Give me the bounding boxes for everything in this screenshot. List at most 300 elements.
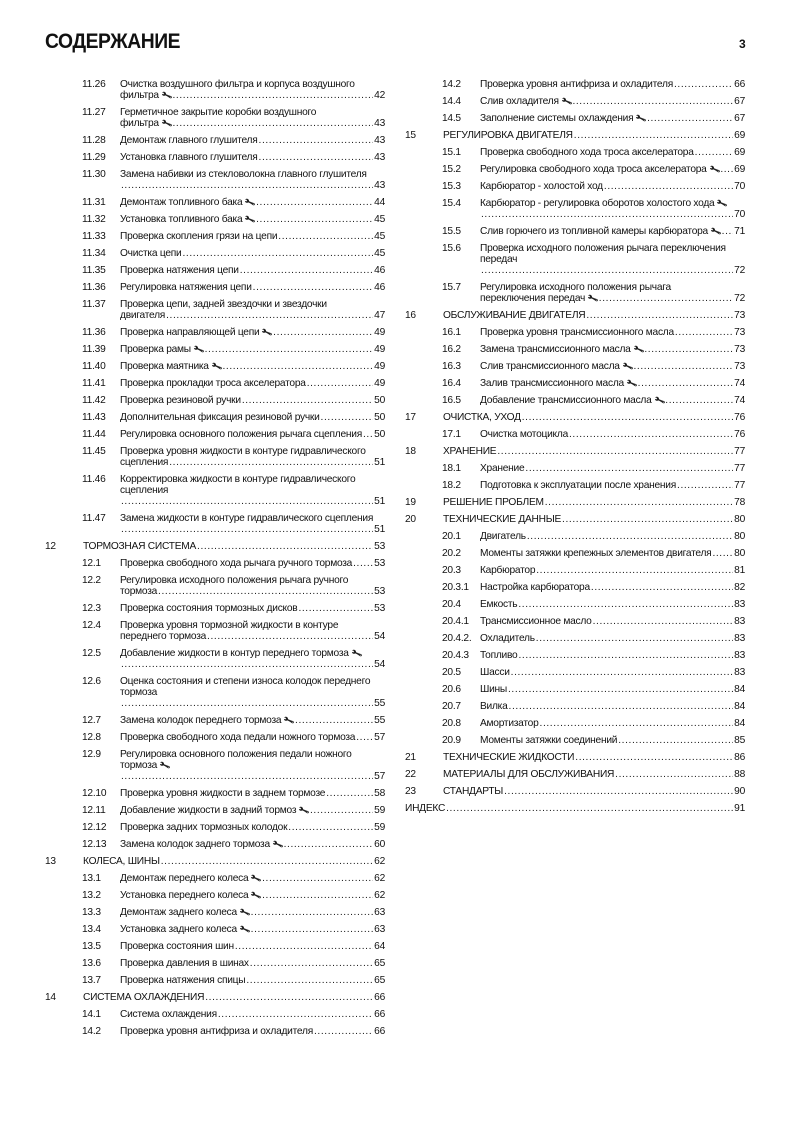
toc-entry-page: 66 (734, 79, 745, 90)
toc-entry-number: 11.33 (82, 231, 106, 242)
toc-entry[interactable] (405, 531, 745, 542)
wrench-icon: 🔧 (586, 292, 600, 305)
toc-entry[interactable] (405, 130, 745, 141)
toc-entry[interactable] (45, 788, 385, 799)
toc-entry-body (443, 446, 745, 457)
toc-entry-number: 13.7 (82, 975, 101, 986)
toc-entry-body (83, 856, 385, 867)
toc-entry-page: 85 (734, 735, 745, 746)
toc-entry[interactable] (45, 152, 385, 163)
toc-entry[interactable] (45, 975, 385, 986)
toc-entry-number: 11.43 (82, 412, 106, 423)
leader-dots (205, 992, 373, 1003)
toc-entry-number: 20.8 (442, 718, 461, 729)
leader-dots (253, 282, 374, 293)
leader-dots (599, 293, 733, 304)
toc-entry-title: Очистка цепи (120, 248, 182, 259)
toc-entry-line (480, 718, 745, 729)
toc-entry-title: Слив охладителя (480, 96, 559, 107)
toc-entry-page: 71 (734, 226, 745, 237)
toc-entry-body (120, 214, 385, 225)
toc-entry[interactable] (405, 181, 745, 192)
toc-entry[interactable] (405, 429, 745, 440)
toc-entry-number: 20.6 (442, 684, 461, 695)
toc-entry-page: 49 (374, 344, 385, 355)
toc-entry[interactable] (45, 575, 385, 597)
toc-entry-title: Хранение (480, 463, 525, 474)
wrench-icon: 🔧 (238, 923, 251, 936)
leader-dots (121, 659, 373, 670)
toc-entry-number: 11.42 (82, 395, 106, 406)
toc-entry-title: сцепления (120, 457, 169, 468)
leader-dots (508, 684, 733, 695)
toc-entry-body (120, 676, 385, 709)
toc-entry[interactable] (45, 214, 385, 225)
toc-entry[interactable] (405, 633, 745, 644)
toc-entry[interactable] (45, 822, 385, 833)
toc-entry-line (480, 79, 745, 90)
toc-entry-number: 20.2 (442, 548, 461, 559)
toc-entry-title: Проверка резиновой ручки (120, 395, 241, 406)
toc-entry-line (120, 603, 385, 614)
toc-entry[interactable] (405, 282, 745, 304)
toc-entry[interactable] (405, 565, 745, 576)
toc-entry-number: 12.5 (82, 648, 101, 659)
toc-entry[interactable] (45, 1009, 385, 1020)
toc-entry-line (443, 514, 745, 525)
toc-entry-title: Шины (480, 684, 507, 695)
toc-entry[interactable] (405, 226, 745, 237)
toc-entry[interactable] (405, 684, 745, 695)
toc-entry-line (120, 361, 385, 372)
toc-entry[interactable] (405, 147, 745, 158)
toc-entry[interactable] (405, 96, 745, 107)
toc-entry-number: 12 (45, 541, 56, 552)
toc-entry-title: Карбюратор - регулировка оборотов холостого хода (480, 198, 715, 209)
wrench-icon: 🔧 (298, 804, 311, 817)
toc-entry-body (120, 135, 385, 146)
toc-entry-page: 57 (374, 732, 385, 743)
toc-entry-page: 59 (374, 805, 385, 816)
wrench-icon: 🔧 (283, 714, 296, 727)
toc-entry-line (480, 582, 745, 593)
toc-entry-number: 13.4 (82, 924, 101, 935)
toc-entry-body (120, 107, 385, 129)
toc-entry[interactable] (45, 890, 385, 901)
toc-entry-body (480, 616, 745, 627)
toc-entry[interactable] (45, 873, 385, 884)
toc-entry-title: Регулировка исходного положения рычага ручного (120, 575, 349, 586)
toc-entry-body (120, 197, 385, 208)
toc-entry[interactable] (45, 1026, 385, 1037)
toc-entry[interactable] (405, 79, 745, 90)
toc-entry[interactable] (405, 650, 745, 661)
toc-entry-body (480, 582, 745, 593)
toc-entry-title: Проверка состояния шин (120, 941, 234, 952)
leader-dots (284, 839, 374, 850)
toc-entry-page: 49 (374, 361, 385, 372)
leader-dots (321, 412, 374, 423)
toc-entry-number: 16.1 (442, 327, 461, 338)
toc-entry-page: 80 (734, 531, 745, 542)
toc-entry-title: СТАНДАРТЫ (443, 786, 504, 797)
toc-entry[interactable] (405, 198, 745, 220)
toc-entry-title: Проверка давления в шинах (120, 958, 249, 969)
toc-entry-number: 17.1 (442, 429, 461, 440)
toc-entry[interactable] (45, 265, 385, 276)
toc-entry-title: Проверка уровня тормозной жидкости в контуре (120, 620, 339, 631)
toc-entry[interactable] (45, 412, 385, 423)
toc-entry-page: 84 (734, 701, 745, 712)
toc-entry-line (480, 254, 745, 265)
toc-entry-line (120, 344, 385, 355)
leader-dots (256, 197, 373, 208)
wrench-icon: 🔧 (709, 225, 722, 238)
toc-entry-body (120, 412, 385, 423)
toc-entry[interactable] (405, 701, 745, 712)
toc-entry-page: 55 (374, 698, 385, 709)
toc-entry[interactable] (45, 541, 385, 552)
toc-entry-page: 66 (374, 1009, 385, 1020)
toc-entry-line (83, 856, 385, 867)
toc-entry-title: Замена колодок заднего тормоза (120, 839, 270, 850)
toc-entry-page: 76 (734, 412, 745, 423)
toc-entry-line (443, 130, 745, 141)
toc-entry[interactable] (45, 907, 385, 918)
toc-entry-line (480, 181, 745, 192)
leader-dots (251, 924, 374, 935)
toc-entry[interactable] (45, 361, 385, 372)
toc-entry[interactable] (45, 231, 385, 242)
toc-entry-title: Очистка мотоцикла (480, 429, 568, 440)
toc-entry[interactable] (405, 412, 745, 423)
toc-entry[interactable] (405, 395, 745, 406)
toc-entry-title: ХРАНЕНИЕ (443, 446, 497, 457)
toc-entry[interactable] (405, 582, 745, 593)
toc-entry[interactable] (45, 395, 385, 406)
toc-entry-body (480, 344, 745, 355)
toc-entry[interactable] (405, 361, 745, 372)
toc-entry[interactable] (45, 446, 385, 468)
toc-entry-title: Установка главного глушителя (120, 152, 258, 163)
toc-entry-page: 51 (374, 496, 385, 507)
toc-entry-line (443, 412, 745, 423)
toc-entry[interactable] (405, 786, 745, 797)
toc-entry-title: Проверка уровня трансмиссионного масла (480, 327, 674, 338)
toc-entry-body (120, 941, 385, 952)
toc-entry-body (480, 650, 745, 661)
toc-entry[interactable] (45, 992, 385, 1003)
toc-entry[interactable] (45, 248, 385, 259)
toc-entry-title: Демонтаж заднего колеса (120, 907, 237, 918)
toc-entry-body (443, 786, 745, 797)
toc-entry[interactable] (45, 135, 385, 146)
toc-entry[interactable] (45, 839, 385, 850)
toc-entry[interactable] (45, 107, 385, 129)
toc-entry[interactable] (45, 805, 385, 816)
toc-entry-line (480, 548, 745, 559)
toc-entry[interactable] (45, 282, 385, 293)
toc-entry-page: 45 (374, 214, 385, 225)
toc-entry[interactable] (45, 169, 385, 191)
leader-dots (356, 732, 373, 743)
toc-entry-number: 15.3 (442, 181, 461, 192)
toc-entry-number: 11.35 (82, 265, 106, 276)
wrench-icon: 🔧 (244, 196, 257, 209)
toc-entry-title: Заполнение системы охлаждения (480, 113, 634, 124)
leader-dots (121, 698, 373, 709)
toc-entry[interactable] (405, 514, 745, 525)
toc-entry[interactable] (405, 752, 745, 763)
leader-dots (722, 226, 733, 237)
toc-entry-line (120, 118, 385, 129)
leader-dots (166, 310, 373, 321)
toc-entry[interactable] (45, 648, 385, 670)
toc-entry-line (443, 446, 745, 457)
toc-entry-page: 43 (374, 180, 385, 191)
toc-entry[interactable] (405, 616, 745, 627)
toc-entry-line (120, 197, 385, 208)
toc-entry[interactable] (45, 299, 385, 321)
toc-entry-page: 69 (734, 164, 745, 175)
toc-entry-body (120, 839, 385, 850)
toc-entry[interactable] (405, 344, 745, 355)
toc-entry-title: Добавление жидкости в контур переднего тормоза (120, 648, 349, 659)
toc-entry-title: Замена колодок переднего тормоза (120, 715, 282, 726)
toc-entry-title: ОЧИСТКА, УХОД (443, 412, 521, 423)
toc-entry[interactable] (45, 732, 385, 743)
toc-entry-title: фильтра (120, 118, 159, 129)
toc-entry-body (480, 684, 745, 695)
toc-entry[interactable] (405, 735, 745, 746)
toc-entry[interactable] (45, 558, 385, 569)
toc-entry-title: Шасси (480, 667, 510, 678)
toc-entry-title: ТЕХНИЧЕСКИЕ ДАННЫЕ (443, 514, 562, 525)
toc-entry-number: 11.40 (82, 361, 106, 372)
toc-entry[interactable] (45, 749, 385, 782)
toc-entry-body (120, 513, 385, 535)
toc-entry-page: 50 (374, 429, 385, 440)
leader-dots (522, 412, 733, 423)
toc-entry-number: 12.6 (82, 676, 101, 687)
toc-entry[interactable] (405, 718, 745, 729)
toc-entry-line (120, 248, 385, 259)
toc-entry-page: 84 (734, 718, 745, 729)
leader-dots (218, 1009, 373, 1020)
toc-entry-line (120, 890, 385, 901)
toc-entry-line (480, 667, 745, 678)
toc-entry-number: 18.1 (442, 463, 461, 474)
toc-entry-number: 11.39 (82, 344, 106, 355)
toc-entry-body (480, 198, 745, 220)
toc-entry-number: 11.36 (82, 327, 106, 338)
toc-entry-body (120, 378, 385, 389)
toc-entry-page: 80 (734, 514, 745, 525)
toc-entry-page: 73 (734, 344, 745, 355)
toc-entry-title: Замена трансмиссионного масла (480, 344, 631, 355)
toc-entry-number: 16.4 (442, 378, 461, 389)
leader-dots (363, 429, 373, 440)
toc-entry[interactable] (405, 480, 745, 491)
toc-entry[interactable] (45, 344, 385, 355)
toc-entry-title: Регулировка исходного положения рычага (480, 282, 671, 293)
toc-entry[interactable] (405, 463, 745, 474)
toc-entry-line (120, 788, 385, 799)
toc-entry[interactable] (45, 197, 385, 208)
wrench-icon: 🔧 (158, 759, 171, 772)
toc-entry[interactable] (45, 924, 385, 935)
toc-entry-page: 53 (374, 558, 385, 569)
toc-entry-line (120, 513, 385, 524)
toc-entry-line (120, 760, 385, 771)
toc-entry-title: Проверка рамы (120, 344, 191, 355)
toc-entry[interactable] (45, 79, 385, 101)
toc-entry-page: 45 (374, 231, 385, 242)
toc-entry-title: ОБСЛУЖИВАНИЕ ДВИГАТЕЛЯ (443, 310, 586, 321)
toc-entry-body (443, 310, 745, 321)
toc-entry-number: 15.1 (442, 147, 461, 158)
toc-entry[interactable] (45, 856, 385, 867)
toc-entry-page: 83 (734, 599, 745, 610)
leader-dots (638, 378, 734, 389)
toc-entry-number: 17 (405, 412, 416, 423)
leader-dots (278, 231, 373, 242)
toc-entry[interactable] (405, 113, 745, 124)
toc-entry[interactable] (405, 803, 745, 814)
toc-entry[interactable] (45, 715, 385, 726)
toc-entry-line (120, 282, 385, 293)
toc-entry-line (120, 975, 385, 986)
toc-entry-page: 82 (734, 582, 745, 593)
toc-entry[interactable] (45, 603, 385, 614)
toc-entry-page: 69 (734, 147, 745, 158)
toc-entry-body (120, 79, 385, 101)
toc-entry-number: 20.4.1 (442, 616, 469, 627)
toc-entry-page: 53 (374, 603, 385, 614)
toc-entry-page: 69 (734, 130, 745, 141)
toc-entry-number: 13.5 (82, 941, 101, 952)
toc-entry[interactable] (405, 446, 745, 457)
toc-entry-body (120, 152, 385, 163)
toc-entry-number: 11.28 (82, 135, 106, 146)
wrench-icon: 🔧 (708, 163, 721, 176)
toc-entry-page: 70 (734, 209, 745, 220)
toc-entry-body (120, 805, 385, 816)
wrench-icon: 🔧 (250, 889, 263, 902)
toc-entry-page: 90 (734, 786, 745, 797)
toc-entry-line (120, 873, 385, 884)
toc-entry-number: 21 (405, 752, 416, 763)
toc-entry-line (480, 378, 745, 389)
toc-entry[interactable] (45, 513, 385, 535)
toc-entry-body (480, 718, 745, 729)
leader-dots (121, 524, 373, 535)
toc-entry-number: 12.10 (82, 788, 107, 799)
toc-entry-number: 18 (405, 446, 416, 457)
toc-entry-title: Проверка уровня жидкости в заднем тормозе (120, 788, 326, 799)
toc-entry[interactable] (405, 327, 745, 338)
toc-entry-line (83, 541, 385, 552)
toc-entry-line (443, 769, 745, 780)
toc-entry-number: 20.5 (442, 667, 461, 678)
toc-entry[interactable] (45, 958, 385, 969)
leader-dots (604, 181, 733, 192)
toc-entry-title: Проверка свободного хода педали ножного тормоза (120, 732, 356, 743)
toc-entry-body (120, 361, 385, 372)
toc-entry-page-line (120, 180, 385, 191)
toc-entry-title: Проверка натяжения цепи (120, 265, 239, 276)
toc-entry-number: 18.2 (442, 480, 461, 491)
toc-entry-title: Проверка свободного хода троса акселератора (480, 147, 694, 158)
toc-entry-body (120, 429, 385, 440)
toc-entry-line (480, 650, 745, 661)
toc-entry[interactable] (405, 378, 745, 389)
toc-entry-title: РЕШЕНИЕ ПРОБЛЕМ (443, 497, 544, 508)
toc-entry-number: 13.3 (82, 907, 101, 918)
toc-entry-page: 51 (374, 524, 385, 535)
toc-entry[interactable] (45, 941, 385, 952)
toc-entry[interactable] (45, 327, 385, 338)
toc-entry[interactable] (405, 497, 745, 508)
toc-entry-title: Трансмиссионное масло (480, 616, 592, 627)
leader-dots (235, 941, 373, 952)
toc-entry-body (480, 282, 745, 304)
toc-entry[interactable] (45, 378, 385, 389)
toc-entry[interactable] (45, 474, 385, 507)
toc-entry-number: 20.7 (442, 701, 461, 712)
toc-entry-page: 70 (734, 181, 745, 192)
toc-entry-body (120, 282, 385, 293)
toc-entry-page: 49 (374, 327, 385, 338)
toc-entry-page: 59 (374, 822, 385, 833)
toc-entry-page-line (120, 771, 385, 782)
leader-dots (527, 531, 733, 542)
toc-entry-page: 74 (734, 378, 745, 389)
leader-dots (677, 480, 733, 491)
leader-dots (720, 164, 733, 175)
toc-entry-title: Дополнительная фиксация резиновой ручки (120, 412, 320, 423)
toc-entry-page: 65 (374, 958, 385, 969)
toc-entry[interactable] (405, 243, 745, 276)
toc-entry[interactable] (405, 769, 745, 780)
toc-entry[interactable] (405, 164, 745, 175)
toc-entry-line (480, 701, 745, 712)
toc-entry[interactable] (45, 620, 385, 642)
toc-entry-number: 12.13 (82, 839, 107, 850)
leader-dots (518, 599, 733, 610)
toc-entry-body (443, 497, 745, 508)
toc-entry-number: 15.4 (442, 198, 461, 209)
toc-entry-body (480, 463, 745, 474)
toc-entry-title: тормоза (120, 586, 158, 597)
toc-entry[interactable] (45, 676, 385, 709)
toc-entry[interactable] (405, 548, 745, 559)
toc-entry-title: Проверка скопления грязи на цепи (120, 231, 278, 242)
toc-entry-title: Проверка уровня жидкости в контуре гидравлического (120, 446, 366, 457)
toc-entry-line (480, 463, 745, 474)
toc-entry[interactable] (45, 429, 385, 440)
toc-entry-line (120, 715, 385, 726)
toc-entry[interactable] (405, 310, 745, 321)
toc-entry-number: 11.37 (82, 299, 106, 310)
toc-entry[interactable] (405, 599, 745, 610)
toc-entry-page: 72 (734, 265, 745, 276)
toc-entry-number: 16.5 (442, 395, 461, 406)
toc-entry-title: Замена набивки из стекловолокна главного глушителя (120, 169, 367, 180)
toc-entry-line (480, 599, 745, 610)
toc-entry[interactable] (405, 667, 745, 678)
leader-dots (504, 786, 733, 797)
